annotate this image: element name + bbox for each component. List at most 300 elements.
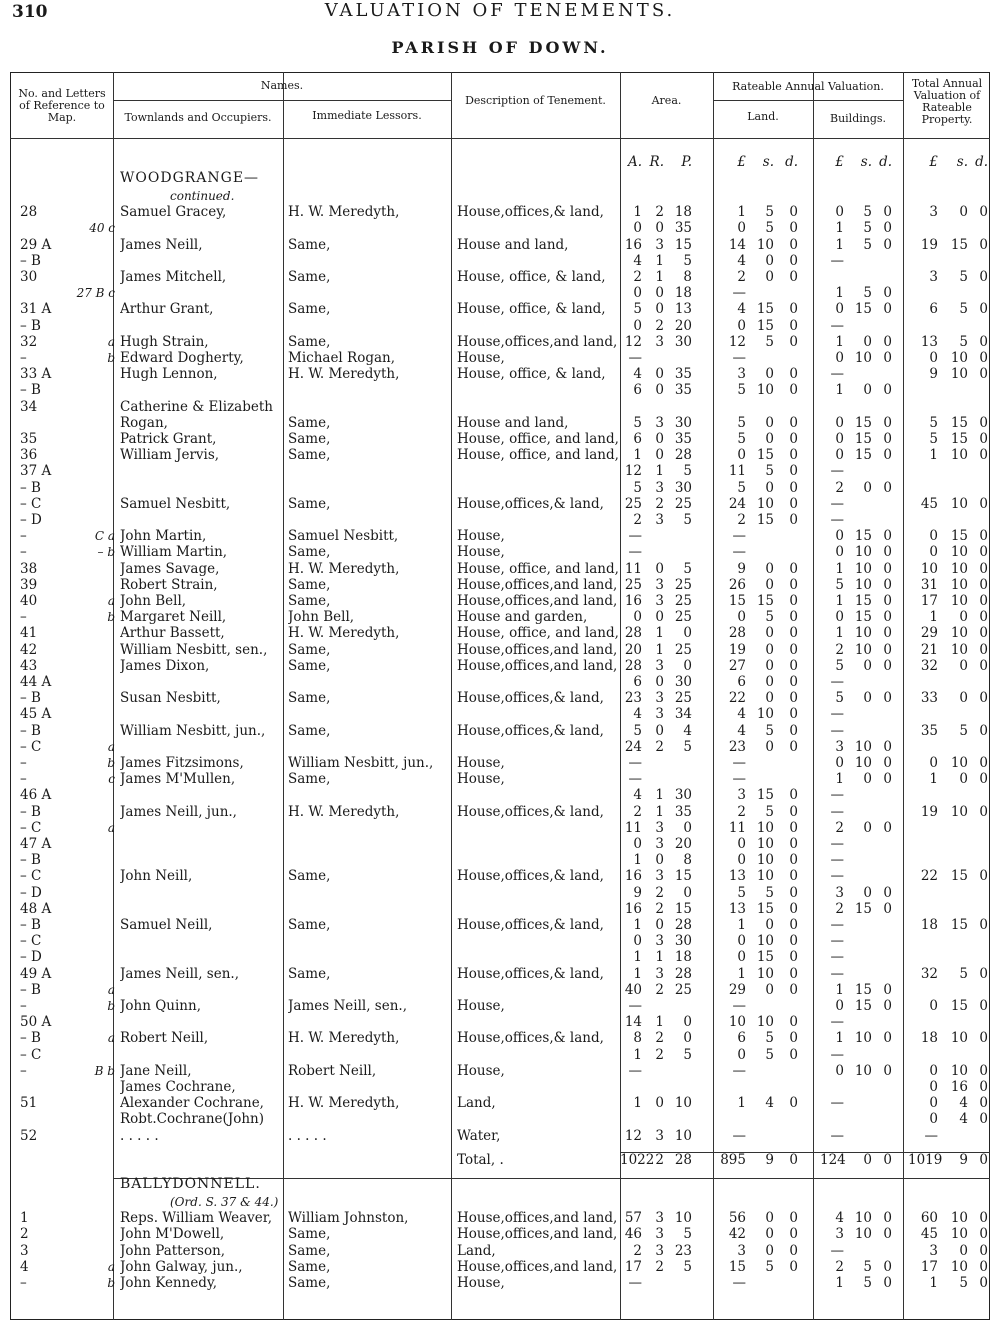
area-perches: 10 — [674, 1127, 692, 1144]
land-shillings: 0 — [765, 1242, 774, 1259]
ref-number: – — [20, 755, 27, 771]
land-pounds: 0 — [737, 933, 746, 950]
buildings-pounds: 0 — [835, 755, 844, 771]
description: House, — [457, 350, 505, 366]
area-acres: 0 — [633, 317, 642, 334]
land-pence: 0 — [789, 981, 798, 998]
ref-number: – B — [20, 252, 41, 269]
header-ref: No. and Letters of Reference to Map. — [18, 87, 106, 124]
land-pence: 0 — [789, 1226, 798, 1243]
land-shillings: 15 — [756, 949, 774, 966]
buildings-pounds: 3 — [835, 884, 844, 901]
area-roods: 2 — [655, 1151, 664, 1168]
ref-number: 45 A — [20, 706, 52, 723]
ref-letter: b — [107, 756, 115, 770]
buildings-pence: 0 — [883, 819, 892, 836]
unit-shillings: s. — [860, 154, 872, 170]
buildings-pounds: — — [830, 463, 844, 480]
occupier: WOODGRANGE— — [120, 170, 260, 186]
table-row — [10, 836, 990, 852]
buildings-pence: 0 — [883, 641, 892, 658]
area-perches: 5 — [683, 1046, 692, 1063]
ref-number: 28 — [20, 204, 38, 221]
area-perches: 20 — [674, 836, 692, 852]
lessor: Same, — [288, 333, 331, 350]
land-pounds: 0 — [737, 852, 746, 869]
occupier: James Neill, sen., — [120, 965, 240, 982]
area-acres: 1 — [633, 965, 642, 982]
area-roods: 0 — [655, 722, 664, 739]
area-acres: 12 — [624, 333, 642, 350]
land-pence: 0 — [789, 366, 798, 383]
buildings-pence: 0 — [883, 1258, 892, 1275]
land-pounds: 28 — [728, 625, 746, 642]
table-row — [10, 1079, 990, 1095]
land-pence: 0 — [789, 576, 798, 593]
occupier: John Kennedy, — [120, 1275, 218, 1291]
buildings-shillings: 10 — [854, 625, 872, 642]
area-roods: 1 — [655, 641, 664, 658]
land-pence: 0 — [789, 641, 798, 658]
land-shillings: 5 — [765, 609, 774, 626]
land-pounds: 3 — [737, 787, 746, 804]
lessor: Same, — [288, 236, 331, 253]
description: House,offices,& land, — [457, 722, 604, 739]
land-pence: 0 — [789, 868, 798, 885]
land-shillings: 0 — [765, 479, 774, 496]
table-row — [10, 674, 990, 690]
total-pounds: 3 — [929, 269, 938, 285]
lessor: Same, — [288, 414, 331, 431]
land-shillings: 5 — [765, 204, 774, 221]
total-shillings: 5 — [959, 965, 968, 982]
total-shillings: 10 — [950, 544, 968, 561]
land-pence: 0 — [789, 317, 798, 334]
area-roods: 2 — [655, 1046, 664, 1063]
occupier: James Cochrane, — [120, 1079, 236, 1095]
land-pounds: 5 — [737, 382, 746, 399]
area-perches: 28 — [674, 917, 692, 933]
land-shillings: 5 — [765, 1046, 774, 1063]
total-pounds: 0 — [929, 350, 938, 366]
land-shillings: 15 — [756, 593, 774, 609]
table-row — [10, 706, 990, 722]
total-pence: 0 — [979, 576, 988, 593]
description: House, — [457, 771, 505, 788]
buildings-pounds: — — [830, 868, 844, 885]
table-row — [10, 1210, 990, 1226]
ref-letter: b — [107, 999, 115, 1013]
ref-letter: 40 c — [89, 221, 115, 236]
area-perches: 30 — [674, 933, 692, 950]
occupier: Robt.Cochrane(John) — [120, 1111, 265, 1128]
total-pounds: 1 — [929, 1275, 938, 1291]
table-row — [10, 1111, 990, 1127]
area-perches: 8 — [683, 852, 692, 869]
area-roods: 0 — [655, 917, 664, 933]
buildings-shillings: 0 — [863, 382, 872, 399]
ref-number: – B — [20, 382, 41, 399]
land-pounds: 0 — [737, 949, 746, 966]
land-pounds: 0 — [737, 609, 746, 626]
buildings-pence: 0 — [883, 771, 892, 788]
total-shillings: 10 — [950, 1062, 968, 1079]
land-pounds: — — [732, 755, 746, 771]
land-pence: 0 — [789, 933, 798, 950]
buildings-shillings: 5 — [863, 204, 872, 221]
land-pence: 0 — [789, 495, 798, 512]
buildings-pounds: — — [830, 917, 844, 933]
area-roods: 3 — [655, 1127, 664, 1144]
land-pence: 0 — [789, 836, 798, 852]
area-perches: 25 — [674, 576, 692, 593]
ref-number: 41 — [20, 625, 38, 642]
total-pence: 0 — [979, 350, 988, 366]
total-pounds: 19 — [920, 236, 938, 253]
buildings-pounds: — — [830, 1046, 844, 1063]
land-pence: 0 — [789, 965, 798, 982]
ref-letter: B b — [94, 1063, 115, 1078]
land-pounds: 13 — [728, 900, 746, 917]
area-acres: 6 — [633, 431, 642, 447]
total-pounds: 1 — [929, 447, 938, 464]
land-shillings: 0 — [765, 414, 774, 431]
description: House, — [457, 998, 505, 1014]
area-acres: 9 — [633, 884, 642, 901]
area-roods: 0 — [655, 301, 664, 318]
area-perches: 35 — [674, 366, 692, 383]
area-acres: 1 — [633, 949, 642, 966]
area-roods: 3 — [655, 593, 664, 609]
ref-number: 51 — [20, 1095, 38, 1112]
buildings-pounds: 0 — [835, 528, 844, 545]
ref-number: 36 — [20, 447, 38, 464]
buildings-pounds: — — [830, 512, 844, 528]
buildings-shillings: 5 — [863, 1258, 872, 1275]
area-perches: 35 — [674, 220, 692, 237]
buildings-pence: 0 — [883, 625, 892, 642]
total-shillings: 10 — [950, 560, 968, 577]
land-pounds: 19 — [728, 641, 746, 658]
total-pence: 0 — [979, 1030, 988, 1047]
land-pence: 0 — [789, 1151, 798, 1168]
land-pounds: 4 — [737, 706, 746, 723]
description: House,offices,& land, — [457, 803, 604, 820]
area-perches: 30 — [674, 674, 692, 690]
area-roods: 3 — [655, 1210, 664, 1227]
buildings-pounds: — — [830, 706, 844, 723]
area-acres: 5 — [633, 414, 642, 431]
buildings-pounds: — — [830, 317, 844, 334]
buildings-pence: 0 — [883, 285, 892, 302]
land-shillings: 10 — [756, 236, 774, 253]
land-shillings: 5 — [765, 333, 774, 350]
area-roods: 3 — [655, 1226, 664, 1243]
land-pounds: — — [732, 1062, 746, 1079]
area-perches: 5 — [683, 463, 692, 480]
occupier: Arthur Grant, — [120, 301, 214, 318]
buildings-shillings: 10 — [854, 755, 872, 771]
header-land: Land. — [747, 110, 779, 123]
land-pence: 0 — [789, 1030, 798, 1047]
ref-number: – C — [20, 738, 42, 755]
occupier: Samuel Gracey, — [120, 204, 227, 221]
area-roods: 2 — [655, 1030, 664, 1047]
lessor: Same, — [288, 576, 331, 593]
total-pence: 0 — [979, 204, 988, 221]
area-acres: 2 — [633, 512, 642, 528]
lessor: Samuel Nesbitt, — [288, 528, 399, 545]
land-pounds: 5 — [737, 479, 746, 496]
occupier: Jane Neill, — [120, 1062, 192, 1079]
unit-pound: £ — [737, 154, 746, 170]
buildings-shillings: 15 — [854, 431, 872, 447]
table-row — [10, 949, 990, 965]
description: House, office, and land, — [457, 625, 619, 642]
buildings-pounds: 4 — [835, 1210, 844, 1227]
land-pence: 0 — [789, 414, 798, 431]
ref-number: 32 — [20, 333, 38, 350]
buildings-shillings: 15 — [854, 981, 872, 998]
total-pounds: — — [924, 1127, 938, 1144]
area-roods: 3 — [655, 1242, 664, 1259]
land-pence: 0 — [789, 220, 798, 237]
description: House,offices,& land, — [457, 1030, 604, 1047]
ref-letter: c — [108, 772, 115, 787]
occupier: John Patterson, — [120, 1242, 226, 1259]
land-pence: 0 — [789, 900, 798, 917]
land-pence: 0 — [789, 917, 798, 933]
area-acres: 23 — [624, 690, 642, 707]
rateable-rule — [713, 100, 903, 101]
unit-shillings: s. — [956, 154, 968, 170]
description: Land, — [457, 1095, 496, 1112]
buildings-pounds: — — [830, 722, 844, 739]
area-roods: 1 — [655, 625, 664, 642]
area-roods: 1 — [655, 252, 664, 269]
occupier: Robert Neill, — [120, 1030, 209, 1047]
buildings-pounds: 0 — [835, 350, 844, 366]
header-description: Description of Tenement. — [465, 94, 606, 107]
townland-heading — [10, 170, 990, 186]
ref-number: 42 — [20, 641, 38, 658]
buildings-shillings: 0 — [863, 1151, 872, 1168]
total-pence: 0 — [979, 609, 988, 626]
occupier: Catherine & Elizabeth — [120, 398, 273, 415]
area-roods: 0 — [655, 366, 664, 383]
buildings-pounds: 1 — [835, 625, 844, 642]
lessor: H. W. Meredyth, — [288, 803, 400, 820]
land-shillings: 4 — [765, 1095, 774, 1112]
total-pence: 0 — [979, 1151, 988, 1168]
total-pounds: 32 — [920, 657, 938, 674]
buildings-pence: 0 — [883, 755, 892, 771]
occupier: Susan Nesbitt, — [120, 690, 221, 707]
area-acres: 2 — [633, 803, 642, 820]
ref-number: – D — [20, 884, 42, 901]
total-pounds: 3 — [929, 204, 938, 221]
area-roods: 3 — [655, 512, 664, 528]
land-pence: 0 — [789, 512, 798, 528]
buildings-pence: 0 — [883, 479, 892, 496]
land-pence: 0 — [789, 301, 798, 318]
unit-perches: P. — [681, 154, 692, 170]
area-acres: — — [628, 998, 642, 1014]
page-number: 310 — [12, 2, 48, 22]
land-pounds: 12 — [728, 333, 746, 350]
area-perches: 25 — [674, 641, 692, 658]
table-row — [10, 804, 990, 820]
buildings-shillings: 10 — [854, 576, 872, 593]
area-perches: 10 — [674, 1210, 692, 1227]
lessor: H. W. Meredyth, — [288, 560, 400, 577]
area-acres: 0 — [633, 609, 642, 626]
ref-number: – B — [20, 690, 41, 707]
total-shillings: 5 — [959, 1275, 968, 1291]
land-pence: 0 — [789, 1258, 798, 1275]
lessor: Same, — [288, 269, 331, 285]
description: House,offices,and land, — [457, 1258, 618, 1275]
lessor: Michael Rogan, — [288, 350, 396, 366]
header-names: Names. — [260, 79, 304, 92]
buildings-pounds: 2 — [835, 900, 844, 917]
land-pounds: 27 — [728, 657, 746, 674]
total-pence: 0 — [979, 917, 988, 933]
total-pounds: 10 — [920, 560, 938, 577]
total-pounds: 0 — [929, 544, 938, 561]
land-shillings: 0 — [765, 269, 774, 285]
total-pence: 0 — [979, 625, 988, 642]
buildings-pounds: 124 — [820, 1151, 846, 1168]
buildings-pounds: 1 — [835, 981, 844, 998]
total-pence: 0 — [979, 690, 988, 707]
land-shillings: 15 — [756, 512, 774, 528]
ref-letter: b — [107, 610, 115, 625]
land-pounds: 2 — [737, 269, 746, 285]
area-perches: 18 — [674, 204, 692, 221]
land-shillings: 5 — [765, 1258, 774, 1275]
total-shillings: 10 — [950, 1030, 968, 1047]
total-shillings: 9 — [959, 1151, 968, 1168]
table-row — [10, 382, 990, 398]
total-shillings: 10 — [950, 447, 968, 464]
total-pence: 0 — [979, 1079, 988, 1095]
area-roods: 1 — [655, 463, 664, 480]
area-acres: 4 — [633, 252, 642, 269]
total-pounds: 45 — [920, 495, 938, 512]
ref-letter: a — [107, 334, 115, 349]
buildings-pence: 0 — [883, 204, 892, 221]
buildings-pounds: — — [830, 1095, 844, 1112]
land-shillings: 5 — [765, 803, 774, 820]
total-pence: 0 — [979, 641, 988, 658]
lessor: Same, — [288, 301, 331, 318]
lessor: H. W. Meredyth, — [288, 1030, 400, 1047]
land-shillings: 0 — [765, 641, 774, 658]
buildings-pence: 0 — [883, 657, 892, 674]
total-shillings: 10 — [950, 593, 968, 609]
ref-number: 38 — [20, 560, 38, 577]
area-acres: 14 — [624, 1014, 642, 1031]
land-pence: 0 — [789, 1095, 798, 1112]
table-row — [10, 399, 990, 415]
area-acres: 46 — [624, 1226, 642, 1243]
buildings-shillings: 5 — [863, 236, 872, 253]
total-pence: 0 — [979, 755, 988, 771]
land-pounds: 1 — [737, 1095, 746, 1112]
area-acres: 1 — [633, 447, 642, 464]
land-pounds: 1 — [737, 965, 746, 982]
area-acres: 4 — [633, 787, 642, 804]
lessor: H. W. Meredyth, — [288, 204, 400, 221]
land-pounds: 1 — [737, 204, 746, 221]
area-acres: 25 — [624, 495, 642, 512]
occupier: Alexander Cochrane, — [120, 1095, 264, 1112]
buildings-pounds: — — [830, 949, 844, 966]
table-row — [10, 755, 990, 771]
total-shillings: 10 — [950, 755, 968, 771]
area-acres: 0 — [633, 836, 642, 852]
total-pounds: 21 — [920, 641, 938, 658]
total-pence: 0 — [979, 414, 988, 431]
description: House,offices,and land, — [457, 657, 618, 674]
buildings-shillings: 0 — [863, 884, 872, 901]
area-acres: 5 — [633, 301, 642, 318]
land-shillings: 15 — [756, 447, 774, 464]
description: House, office, and land, — [457, 447, 619, 464]
lessor: Same, — [288, 1242, 331, 1259]
total-shillings: 5 — [959, 269, 968, 285]
area-perches: 28 — [674, 1151, 692, 1168]
land-pounds: 4 — [737, 252, 746, 269]
buildings-shillings: 0 — [863, 771, 872, 788]
area-roods: 0 — [655, 852, 664, 869]
buildings-pounds: 1 — [835, 593, 844, 609]
table-row — [10, 415, 990, 431]
buildings-shillings: 0 — [863, 333, 872, 350]
area-roods: 0 — [655, 431, 664, 447]
area-roods: 3 — [655, 965, 664, 982]
running-title: VALUATION OF TENEMENTS. — [324, 0, 676, 21]
total-pounds: 13 — [920, 333, 938, 350]
buildings-pounds: — — [830, 836, 844, 852]
area-perches: 10 — [674, 1095, 692, 1112]
area-roods: 3 — [655, 706, 664, 723]
total-shillings: 10 — [950, 1258, 968, 1275]
table-row — [10, 917, 990, 933]
lessor: . . . . . — [288, 1127, 327, 1144]
buildings-pence: 0 — [883, 560, 892, 577]
table-row — [10, 463, 990, 479]
description: House,offices,& land, — [457, 204, 604, 221]
area-perches: 0 — [683, 657, 692, 674]
table-row — [10, 998, 990, 1014]
description: House, office, & land, — [457, 301, 606, 318]
total-pounds: 0 — [929, 1079, 938, 1095]
lessor: Same, — [288, 657, 331, 674]
occupier: James Savage, — [120, 560, 220, 577]
area-acres: 5 — [633, 722, 642, 739]
occupier: John Neill, — [120, 868, 193, 885]
total-pence: 0 — [979, 528, 988, 545]
land-shillings: 10 — [756, 836, 774, 852]
area-roods: 3 — [655, 576, 664, 593]
buildings-pounds: 0 — [835, 544, 844, 561]
area-acres: 20 — [624, 641, 642, 658]
area-acres: 11 — [624, 560, 642, 577]
land-pounds: 26 — [728, 576, 746, 593]
description: House,offices,and land, — [457, 576, 618, 593]
